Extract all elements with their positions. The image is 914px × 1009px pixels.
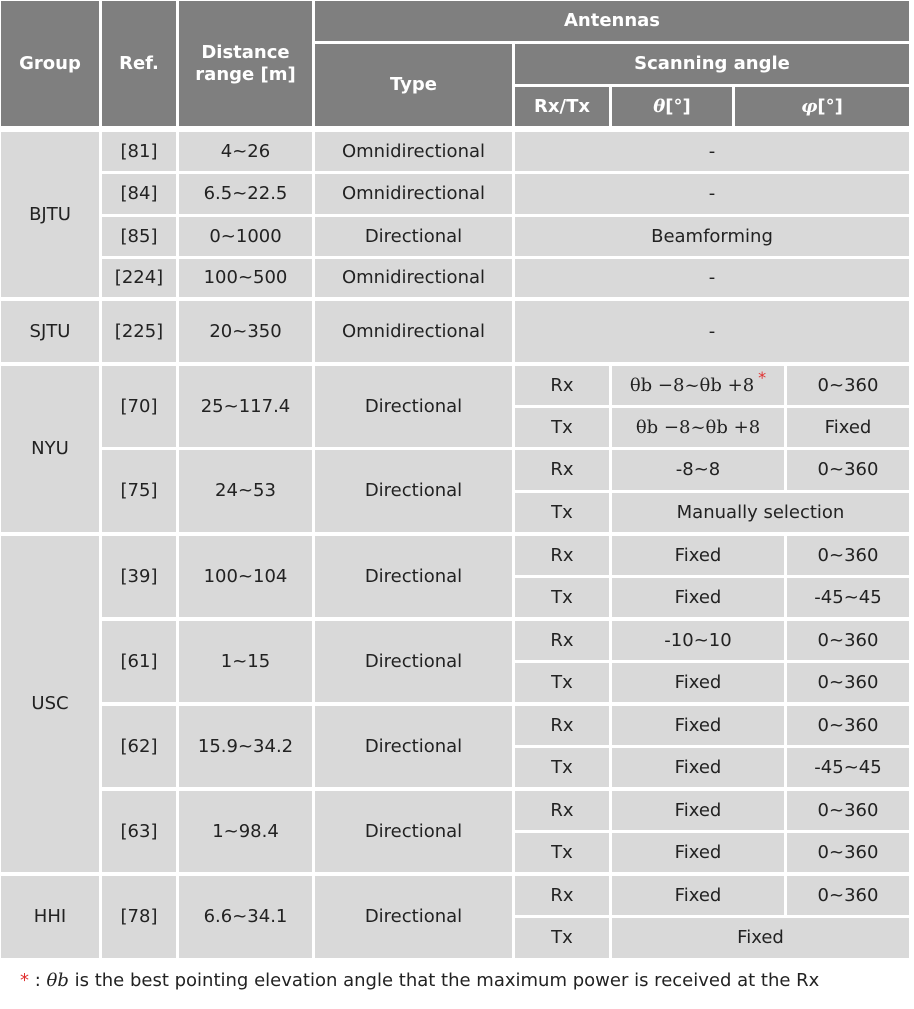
rxtx-61-tx: Tx bbox=[515, 663, 609, 702]
phi-70-rx: 0~360 bbox=[787, 366, 909, 405]
phi-62-rx: 0~360 bbox=[787, 706, 909, 745]
theta-75-rx: -8~8 bbox=[612, 450, 784, 490]
distance-61: 1~15 bbox=[179, 621, 312, 702]
header-distance bbox=[179, 1, 312, 126]
type-75: Directional bbox=[315, 450, 512, 532]
rxtx-70-tx: Tx bbox=[515, 408, 609, 447]
distance-75: 24~53 bbox=[179, 450, 312, 532]
phi-78-rx: 0~360 bbox=[787, 876, 909, 915]
ref-224: [224] bbox=[102, 259, 176, 297]
distance-81: 4~26 bbox=[179, 132, 312, 171]
ref-75: [75] bbox=[102, 450, 176, 532]
header-distance-line2: range [m] bbox=[195, 63, 296, 85]
group-sjtu: SJTU bbox=[1, 301, 99, 362]
type-225: Omnidirectional bbox=[315, 301, 512, 362]
type-81: Omnidirectional bbox=[315, 132, 512, 171]
type-85: Directional bbox=[315, 217, 512, 256]
theta-78-rx: Fixed bbox=[612, 876, 784, 915]
header-type: Type bbox=[315, 44, 512, 126]
phi-63-rx: 0~360 bbox=[787, 791, 909, 830]
ref-81: [81] bbox=[102, 132, 176, 171]
rxtx-63-tx: Tx bbox=[515, 833, 609, 872]
rxtx-39-tx: Tx bbox=[515, 578, 609, 617]
theta-unit: [°] bbox=[665, 95, 691, 117]
header-theta bbox=[612, 87, 732, 126]
phi-61-tx: 0~360 bbox=[787, 663, 909, 702]
distance-39: 100~104 bbox=[179, 536, 312, 617]
scan-81: - bbox=[515, 132, 909, 171]
ref-70: [70] bbox=[102, 366, 176, 447]
header-phi bbox=[735, 87, 909, 126]
phi-70-tx: Fixed bbox=[787, 408, 909, 447]
header-group: Group bbox=[1, 1, 99, 126]
theta-39-tx: Fixed bbox=[612, 578, 784, 617]
rxtx-70-rx: Rx bbox=[515, 366, 609, 405]
header-distance-line1: Distance bbox=[201, 41, 290, 63]
type-78: Directional bbox=[315, 876, 512, 958]
type-70: Directional bbox=[315, 366, 512, 447]
footnote-symbol: θb bbox=[46, 970, 69, 991]
theta-70-tx: θb −8~θb +8 bbox=[612, 408, 784, 447]
rxtx-62-tx: Tx bbox=[515, 748, 609, 787]
type-84: Omnidirectional bbox=[315, 174, 512, 214]
phi-39-rx: 0~360 bbox=[787, 536, 909, 575]
theta-62-tx: Fixed bbox=[612, 748, 784, 787]
scan-224: - bbox=[515, 259, 909, 297]
ref-84: [84] bbox=[102, 174, 176, 214]
comparison-table bbox=[1, 1, 909, 959]
type-224: Omnidirectional bbox=[315, 259, 512, 297]
theta-61-tx: Fixed bbox=[612, 663, 784, 702]
footnote-text: is the best pointing elevation angle that the maximum power is received at the Rx bbox=[68, 970, 820, 991]
phi-75-rx: 0~360 bbox=[787, 450, 909, 490]
rxtx-63-rx: Rx bbox=[515, 791, 609, 830]
phi-61-rx: 0~360 bbox=[787, 621, 909, 660]
theta-70-rx-value: θb −8~θb +8 bbox=[629, 374, 755, 396]
ref-78: [78] bbox=[102, 876, 176, 958]
scan-225: - bbox=[515, 301, 909, 362]
type-63: Directional bbox=[315, 791, 512, 872]
rxtx-78-rx: Rx bbox=[515, 876, 609, 915]
type-39: Directional bbox=[315, 536, 512, 617]
group-bjtu: BJTU bbox=[1, 132, 99, 297]
theta-symbol: θ bbox=[653, 95, 666, 117]
scan-84: - bbox=[515, 174, 909, 214]
ref-62: [62] bbox=[102, 706, 176, 787]
distance-63: 1~98.4 bbox=[179, 791, 312, 872]
distance-85: 0~1000 bbox=[179, 217, 312, 256]
ref-61: [61] bbox=[102, 621, 176, 702]
header-ref: Ref. bbox=[102, 1, 176, 126]
rxtx-62-rx: Rx bbox=[515, 706, 609, 745]
group-usc: USC bbox=[1, 536, 99, 872]
rxtx-75-tx: Tx bbox=[515, 493, 609, 532]
distance-84: 6.5~22.5 bbox=[179, 174, 312, 214]
rxtx-75-rx: Rx bbox=[515, 450, 609, 490]
span-75-tx: Manually selection bbox=[612, 493, 909, 532]
ref-85: [85] bbox=[102, 217, 176, 256]
theta-62-rx: Fixed bbox=[612, 706, 784, 745]
type-62: Directional bbox=[315, 706, 512, 787]
distance-225: 20~350 bbox=[179, 301, 312, 362]
header-rxtx: Rx/Tx bbox=[515, 87, 609, 126]
footnote-star: * bbox=[758, 367, 767, 387]
header-antennas: Antennas bbox=[315, 1, 909, 41]
group-nyu: NYU bbox=[1, 366, 99, 532]
footnote-marker: * bbox=[20, 970, 29, 991]
theta-61-rx: -10~10 bbox=[612, 621, 784, 660]
rxtx-78-tx: Tx bbox=[515, 918, 609, 958]
distance-224: 100~500 bbox=[179, 259, 312, 297]
header-scanning-angle: Scanning angle bbox=[515, 44, 909, 84]
type-61: Directional bbox=[315, 621, 512, 702]
rxtx-61-rx: Rx bbox=[515, 621, 609, 660]
theta-63-rx: Fixed bbox=[612, 791, 784, 830]
phi-symbol: φ bbox=[801, 95, 818, 117]
ref-225: [225] bbox=[102, 301, 176, 362]
distance-78: 6.6~34.1 bbox=[179, 876, 312, 958]
phi-unit: [°] bbox=[817, 95, 843, 117]
phi-39-tx: -45~45 bbox=[787, 578, 909, 617]
ref-63: [63] bbox=[102, 791, 176, 872]
group-hhi: HHI bbox=[1, 876, 99, 958]
ref-39: [39] bbox=[102, 536, 176, 617]
distance-62: 15.9~34.2 bbox=[179, 706, 312, 787]
rxtx-39-rx: Rx bbox=[515, 536, 609, 575]
phi-62-tx: -45~45 bbox=[787, 748, 909, 787]
span-78-tx: Fixed bbox=[612, 918, 909, 958]
phi-63-tx: 0~360 bbox=[787, 833, 909, 872]
footnote bbox=[20, 968, 819, 994]
distance-70: 25~117.4 bbox=[179, 366, 312, 447]
theta-70-rx bbox=[612, 366, 784, 405]
footnote-colon: : bbox=[29, 970, 47, 991]
scan-85: Beamforming bbox=[515, 217, 909, 256]
theta-63-tx: Fixed bbox=[612, 833, 784, 872]
theta-39-rx: Fixed bbox=[612, 536, 784, 575]
